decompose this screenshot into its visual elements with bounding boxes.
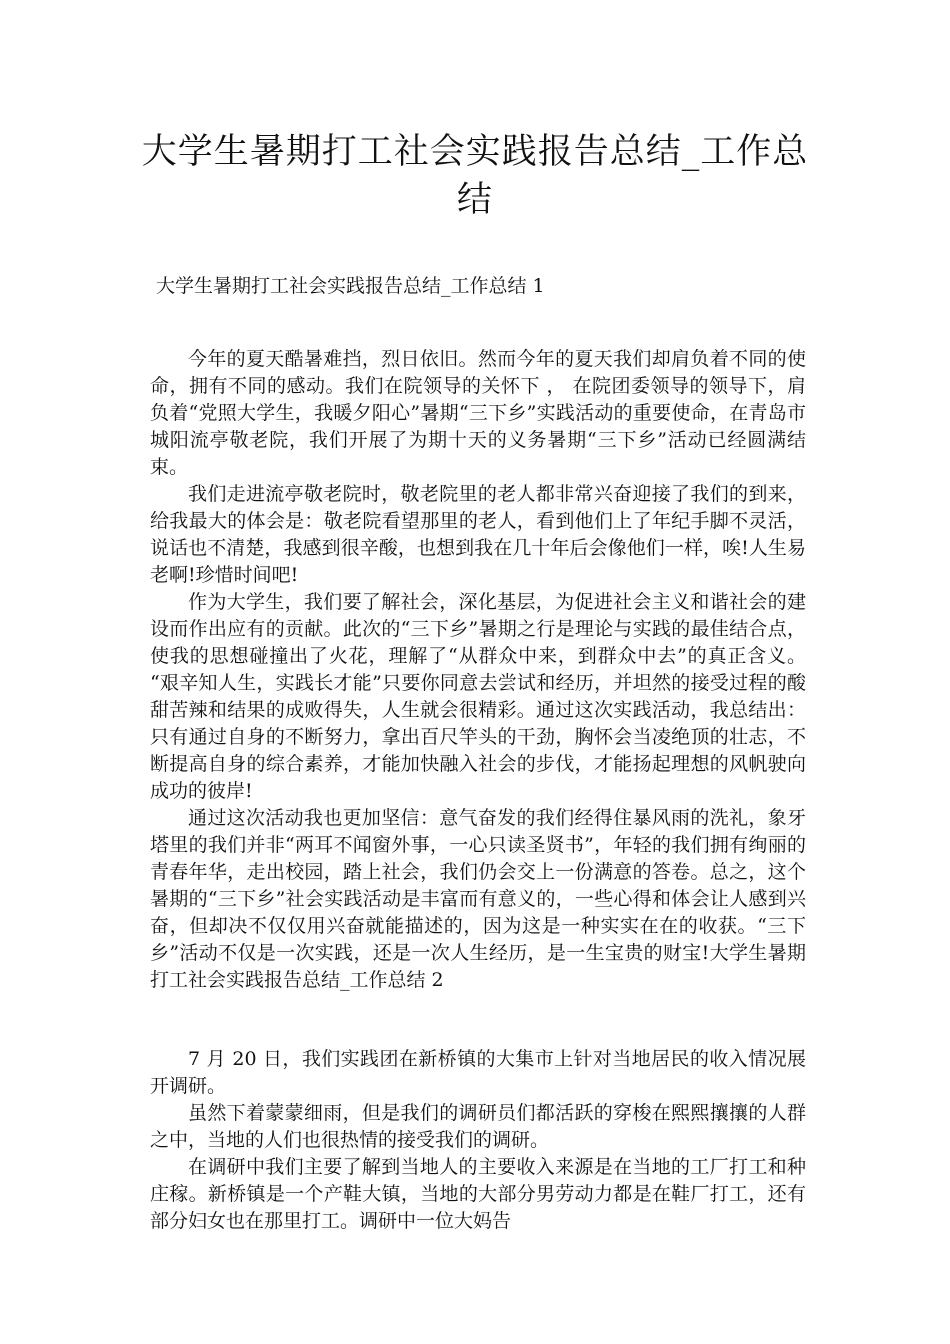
paragraph: 作为大学生，我们要了解社会，深化基层，为促进社会主义和谐社会的建设而作出应有的贡献。此次的“三下乡”暑期之行是理论与实践的最佳结合点，使我的思想碰撞出了火花，理解了“从群众中来，到群众中去”的真正含义。 “艰辛知人生，实践长才能”只要你同意去尝试和经历，并坦然的接受过程的酸甜苦辣和结果的成败得失，人生就会很精彩。通过这次实践活动，我总结出：只有通过自身的不断努力，拿出百尺竿头的干劲，胸怀会当凌绝顶的壮志，不断提高自身的综合素养，才能加快融入社会的步伐，才能扬起理想的风帆驶向成功的彼岸! — [150, 591, 806, 802]
section-2-body — [150, 1046, 806, 1235]
section-heading-1: 大学生暑期打工社会实践报告总结_工作总结 1 — [156, 275, 545, 297]
paragraph: 我们走进流亭敬老院时，敬老院里的老人都非常兴奋迎接了我们的到来，给我最大的体会是：敬老院看望那里的老人，看到他们上了年纪手脚不灵活，说话也不清楚，我感到很辛酸，也想到我在几十年后会像他们一样，唉!人生易老啊!珍惜时间吧! — [150, 483, 806, 586]
paragraph: 通过这次活动我也更加坚信：意气奋发的我们经得住暴风雨的洗礼，象牙塔里的我们并非“两耳不闻窗外事，一心只读圣贤书”，年轻的我们拥有绚丽的青春年华，走出校园，踏上社会，我们仍会交上一份满意的答卷。总之，这个暑期的“三下乡”社会实践活动是丰富而有意义的，一些心得和体会让人感到兴奋，但却决不仅仅用兴奋就能描述的，因为这是一种实实在在的收获。“三下乡”活动不仅是一次实践，还是一次人生经历，是一生宝贵的财宝!大学生暑期打工社会实践报告总结_工作总结 2 — [150, 807, 806, 991]
paragraph: 虽然下着蒙蒙细雨，但是我们的调研员们都活跃的穿梭在熙熙攘攘的人群之中，当地的人们也很热情的接受我们的调研。 — [150, 1102, 806, 1151]
document-title: 大学生暑期打工社会实践报告总结_工作总结 — [141, 132, 809, 220]
paragraph: 今年的夏天酷暑难挡，烈日依旧。然而今年的夏天我们却肩负着不同的使命，拥有不同的感动。我们在院领导的关怀下 ， 在院团委领导的领导下，肩负着“党照大学生，我暖夕阳心”暑期“三下乡”实践活动的重要使命，在青岛市城阳流亭敬老院，我们开展了为期十天的义务暑期“三下乡”活动已经圆满结束。 — [150, 348, 806, 478]
section-1-body — [150, 346, 806, 994]
paragraph: 在调研中我们主要了解到当地人的主要收入来源是在当地的工厂打工和种庄稼。新桥镇是一个产鞋大镇，当地的大部分男劳动力都是在鞋厂打工，还有部分妇女也在那里打工。调研中一位大妈告 — [150, 1156, 806, 1232]
paragraph: 7 月 20 日，我们实践团在新桥镇的大集市上针对当地居民的收入情况展开调研。 — [150, 1048, 806, 1097]
